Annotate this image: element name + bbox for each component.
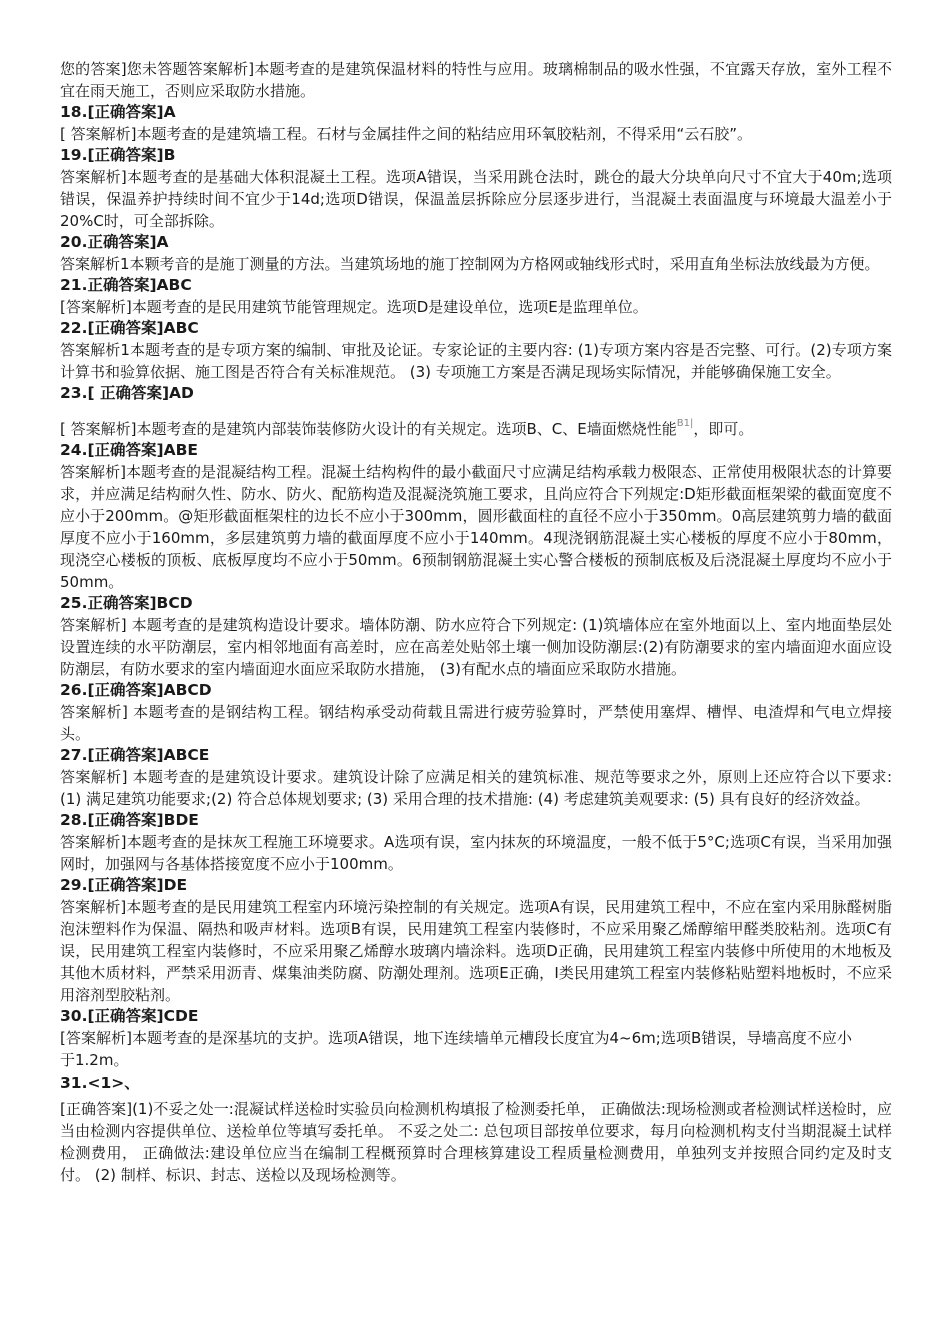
answer-explanation: 答案解析] 本题考查的是建筑构造设计要求。墙体防潮、防水应符合下列规定: (1)筑墙体应在室外地面以上、室内地面垫层处设置连续的水平防潮层，室内相邻地面有高差时，应在高差处贴邻土壤一侧加设防潮层:(2)有防潮要求的室内墙面迎水面应设防潮层，有防水要求的室内墙面迎水面应采取防水措施， (3)有配水点的墙面应采取防水措施。 <box>60 616 892 678</box>
answer-heading: 18.[正确答案]A <box>60 103 176 121</box>
answer-heading: 28.[正确答案]BDE <box>60 811 199 829</box>
answer-heading: 24.[正确答案]ABE <box>60 441 199 459</box>
answer-explanation: [ 答案解析]本题考查的是建筑墙工程。石材与金属挂件之间的粘结应用环氧胶粘剂，不得采用“云石胶”。 <box>60 125 753 143</box>
answer-item-25 <box>60 593 892 680</box>
superscript-note: B1| <box>676 418 694 429</box>
answer-explanation: 答案解析1本题考查的是专项方案的编制、审批及论证。专家论证的主要内容: (1)专项方案内容是否完整、可行。(2)专项方案计算书和验算依据、施工图是否符合有关标准规范。 (3) 专项施工方案是否满足现场实际情况，并能够确保施工安全。 <box>60 341 892 381</box>
answer-item-24 <box>60 440 892 593</box>
answer-heading: 23.[ 正确答案]AD <box>60 384 194 402</box>
answer-heading: 25.正确答案]BCD <box>60 594 193 612</box>
answer-item-19 <box>60 145 892 232</box>
answer-explanation: 答案解析]本题考查的是基础大体积混凝土工程。选项A错误，当采用跳仓法时，跳仓的最大分块单向尺寸不宜大于40m;选项错误，保温养护持续时间不宜少于14d;选项D错误，保温盖层拆除应分层逐步进行，当混凝土表面温度与环境最大温差小于20%C时，可全部拆除。 <box>60 168 892 230</box>
answer-heading: 21.正确答案]ABC <box>60 276 192 294</box>
answer-explanation: 答案解析]本题考查的是民用建筑工程室内环境污染控制的有关规定。选项A有误，民用建筑工程中，不应在室内采用脉醛树脂泡沫塑料作为保温、隔热和吸声材料。选项B有误，民用建筑工程室内装修时，不应采用聚乙烯醇缩甲醛类胶粘剂。选项C有误，民用建筑工程室内装修时，不应采用聚乙烯醇水玻璃内墙涂料。选项D正确，民用建筑工程室内装修中所使用的木地板及其他木质材料，严禁采用沥青、煤集油类防腐、防潮处理剂。选项E正确，I类民用建筑工程室内装修粘贴塑料地板时，不应采用溶剂型胶粘剂。 <box>60 898 892 1004</box>
answer-heading: 20.正确答案]A <box>60 233 169 251</box>
answer-explanation: [答案解析]本题考查的是深基坑的支护。选项A错误，地下连续墙单元槽段长度宜为4~6m;选项B错误，导墙高度不应小于1.2m。 <box>60 1029 852 1069</box>
answer-explanation: [答案解析]本题考查的是民用建筑节能管理规定。选项D是建设单位，选项E是监理单位。 <box>60 298 648 316</box>
explanation-tail: ，即可。 <box>693 420 754 438</box>
answer-explanation: 答案解析]本题考查的是混凝结构工程。混凝土结构构件的最小截面尺寸应满足结构承载力极限态、正常使用极限状态的计算要求，并应满足结构耐久性、防水、防火、配筋构造及混凝浇筑施工要求，且尚应符合下列规定:D矩形截面框架梁的截面宽度不应小于200mm。@矩形截面框架柱的边长不应小于300mm，圆形截面柱的直径不应小于350mm。0高层建筑剪力墙的截面厚度不应小于160mm，多层建筑剪力墙的截面厚度不应小于140mm。4现浇钢筋混凝土实心楼板的厚度不应小于80mm，现浇空心楼板的顶板、底板厚度均不应小于50mm。6预制钢筋混凝土实心警合楼板的预制底板及后浇混凝土厚度均不应小于50mm。 <box>60 463 892 591</box>
answer-item-21 <box>60 275 892 318</box>
answer-explanation: 答案解析1本颗考音的是施丁测量的方法。当建筑场地的施丁控制网为方格网或轴线形式时，采用直角坐标法放线最为方便。 <box>60 255 880 273</box>
answer-item-28 <box>60 810 892 875</box>
answer-heading: 31.<1>、 <box>60 1074 140 1092</box>
answer-explanation: 答案解析] 本题考查的是钢结构工程。钢结构承受动荷载且需进行疲劳验算时，严禁使用塞焊、槽悍、电渣焊和气电立焊接头。 <box>60 703 892 743</box>
answer-heading: 26.[正确答案]ABCD <box>60 681 212 699</box>
intro-paragraph: 您的答案]您未答题答案解析]本题考查的是建筑保温材料的特性与应用。玻璃棉制品的吸水性强，不宜露天存放，室外工程不宜在雨天施工，否则应采取防水措施。 <box>60 60 892 100</box>
answer-explanation <box>60 413 892 440</box>
answer-heading: 27.[正确答案]ABCE <box>60 746 210 764</box>
answer-heading: 22.[正确答案]ABC <box>60 319 199 337</box>
answer-item-26 <box>60 680 892 745</box>
document-page <box>60 58 892 1186</box>
answer-item-31 <box>60 1073 892 1186</box>
explanation-text: [ 答案解析]本题考查的是建筑内部装饰装修防火设计的有关规定。选项B、C、E墙面燃烧性能 <box>60 420 677 438</box>
answer-item-23 <box>60 383 892 440</box>
answer-item-20 <box>60 232 892 275</box>
answer-heading: 29.[正确答案]DE <box>60 876 188 894</box>
answer-explanation: 答案解析] 本题考查的是建筑设计要求。建筑设计除了应满足相关的建筑标准、规范等要求之外，原则上还应符合以下要求: (1) 满足建筑功能要求;(2) 符合总体规划要求; (3) 采用合理的技术措施: (4) 考虑建筑美观要求: (5) 具有良好的经济效益。 <box>60 768 892 808</box>
answer-item-22 <box>60 318 892 383</box>
answer-explanation: 答案解析]本题考查的是抹灰工程施工环境要求。A选项有误，室内抹灰的环境温度，一般不低于5°C;选项C有误，当采用加强网时，加强网与各基体搭接宽度不应小于100mm。 <box>60 833 892 873</box>
answer-item-30 <box>60 1006 892 1071</box>
answer-heading: 30.[正确答案]CDE <box>60 1007 199 1025</box>
answer-item-18 <box>60 102 892 145</box>
answer-explanation: [正确答案](1)不妥之处一:混凝试样送检时实验员向检测机构填报了检测委托单， 正确做法:现场检测或者检测试样送检时，应当由检测内容提供单位、送检单位等填写委托单。 不妥之处二: 总包项目部按单位要求，每月向检测机构支付当期混凝土试样检测费用， 正确做法:建设单位应当在编制工程概预算时合理核算建设工程质量检测费用，单独列支并按照合同约定及时支付。 (2) 制样、标识、封志、送检以及现场检测等。 <box>60 1100 892 1184</box>
answer-item-29 <box>60 875 892 1006</box>
answer-heading: 19.[正确答案]B <box>60 146 176 164</box>
answer-item-27 <box>60 745 892 810</box>
